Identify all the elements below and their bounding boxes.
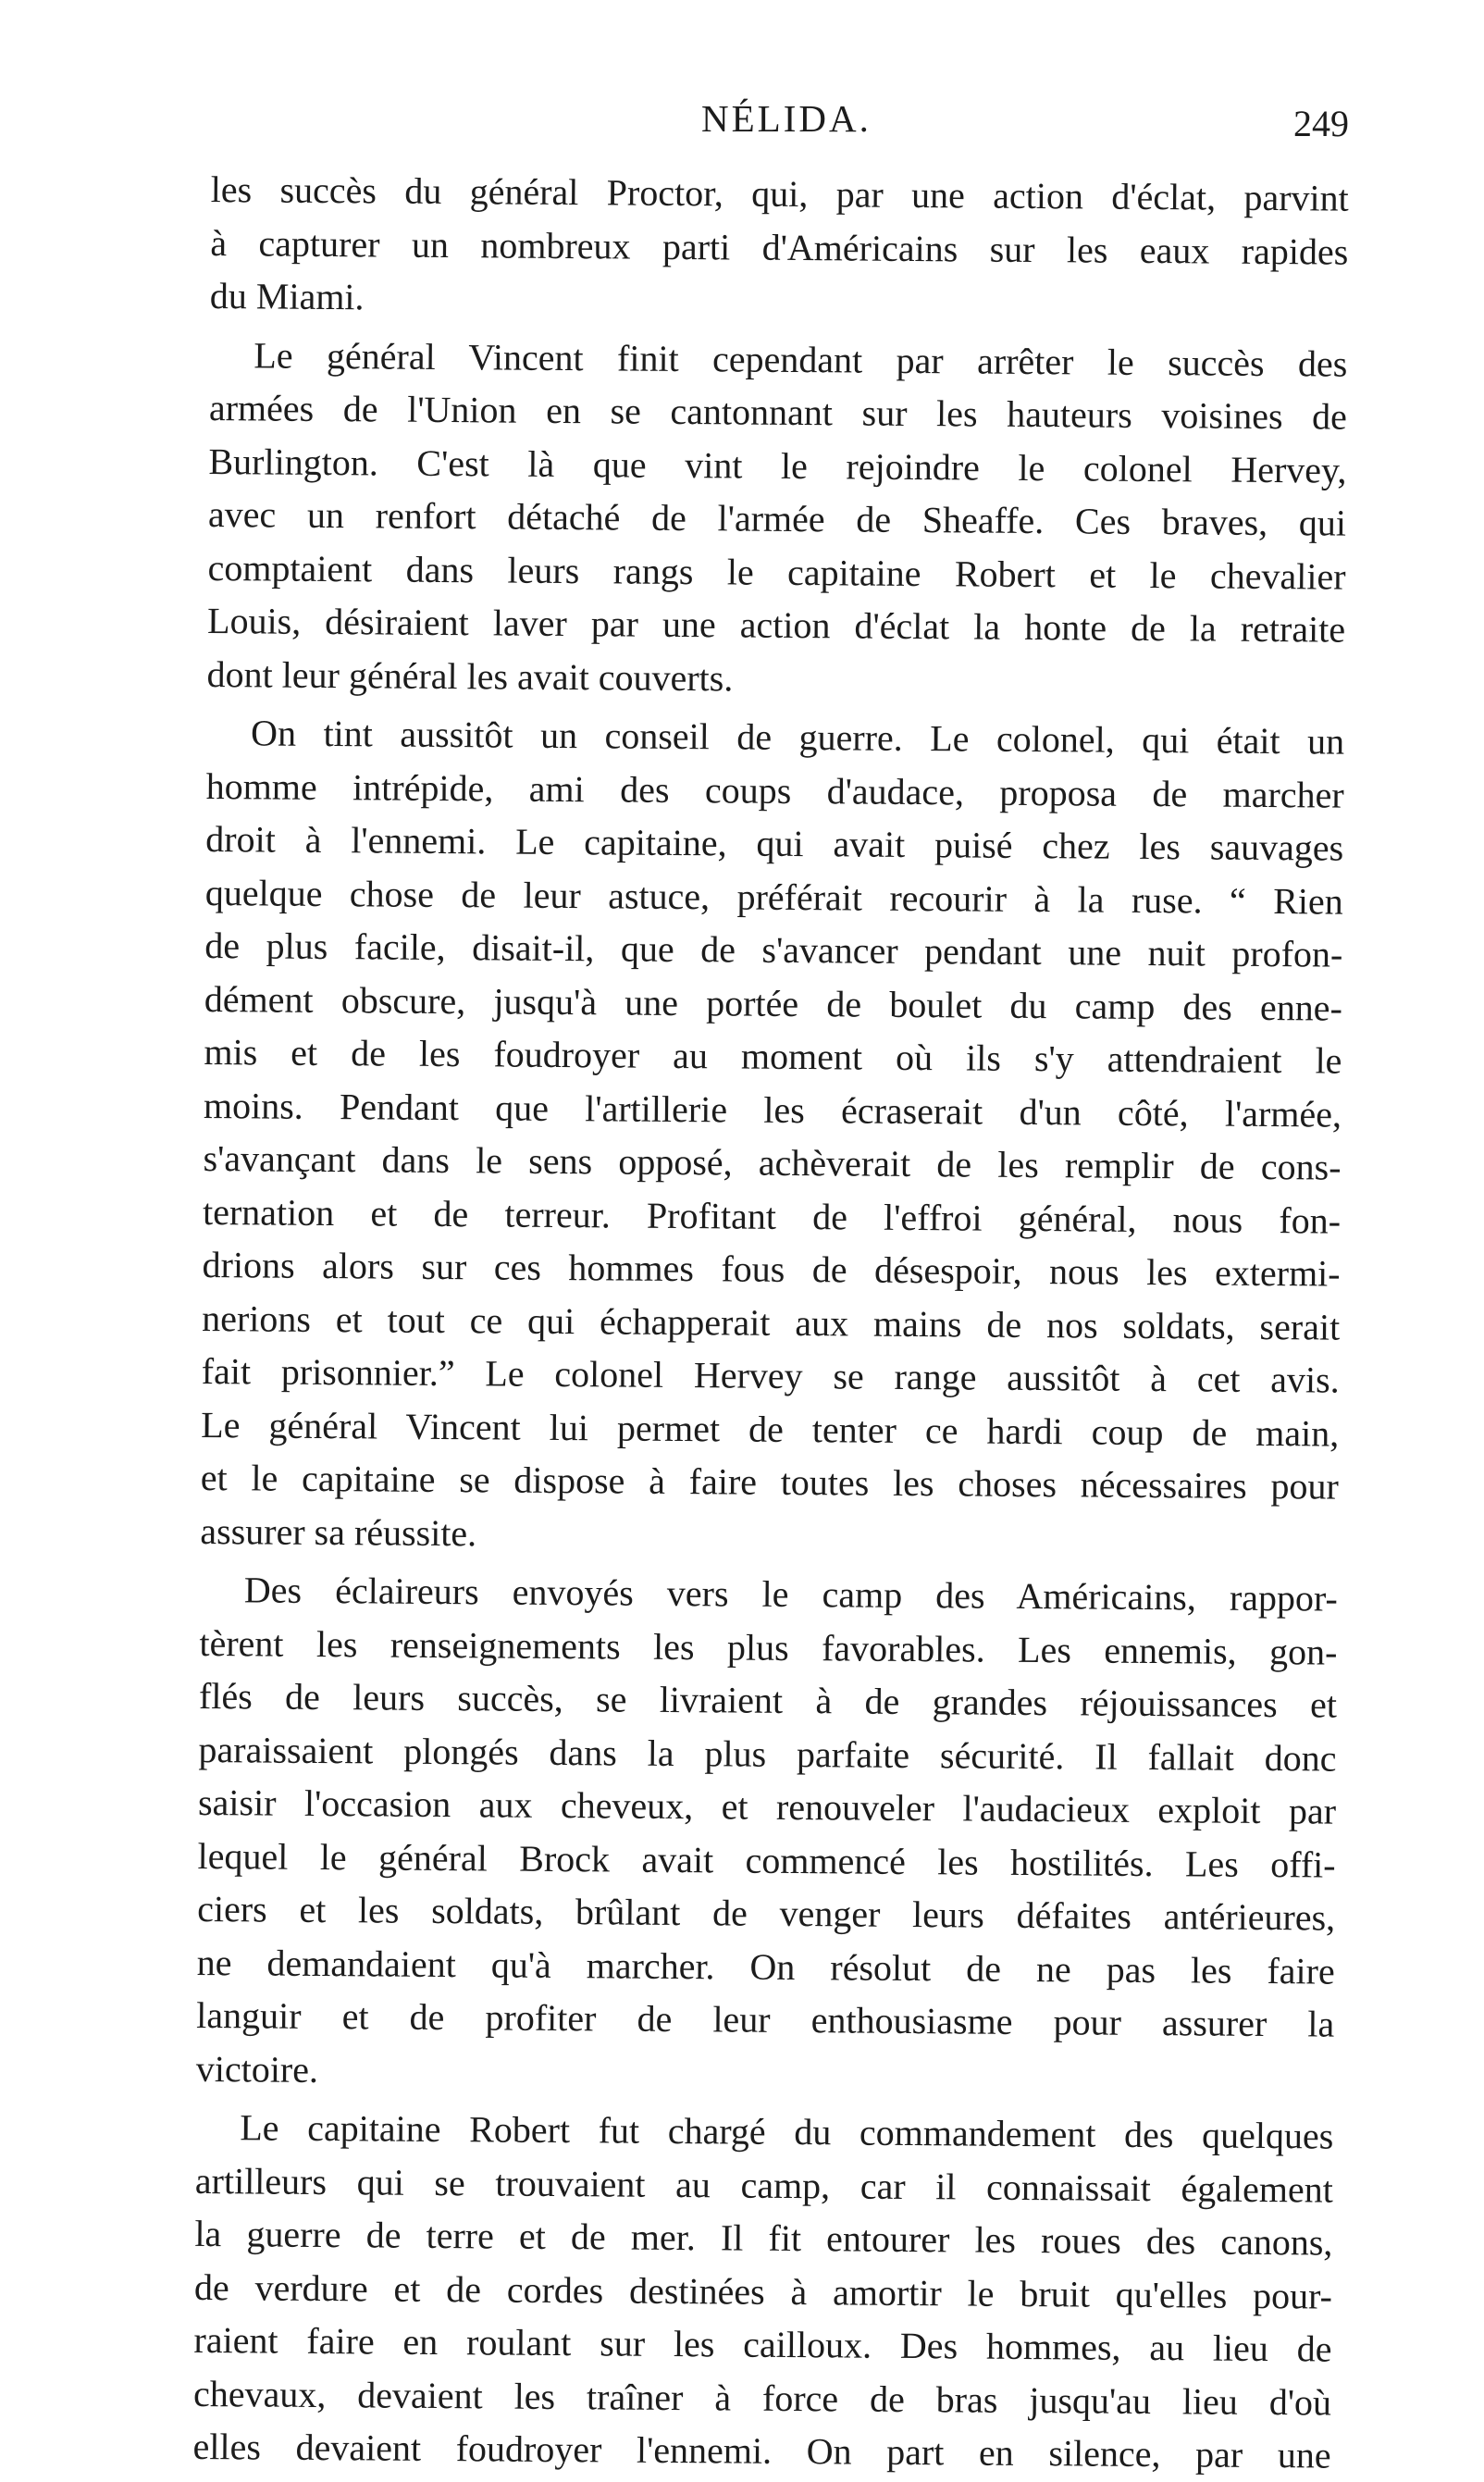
text-line: la guerre de terre et de mer. Il fit entourer les roues des canons,: [194, 2212, 1333, 2264]
text-line: Le général Vincent lui permet de tenter ce hardi coup de main,: [201, 1403, 1340, 1455]
text-line: fait prisonnier.” Le colonel Hervey se range aussitôt à cet avis.: [201, 1349, 1340, 1401]
running-title: NÉLIDA.: [701, 97, 872, 140]
page-number: 249: [1293, 103, 1349, 144]
body-text: [192, 163, 1349, 2482]
text-line: dément obscure, jusqu'à une portée de boulet du camp des enne-: [204, 977, 1343, 1029]
text-line: lequel le général Brock avait commencé les hostilités. Les offi-: [197, 1834, 1336, 1886]
text-line: nerions et tout ce qui échapperait aux mains de nos soldats, serait: [202, 1297, 1341, 1348]
text-line: Des éclaireurs envoyés vers le camp des Américains, rappor-: [243, 1569, 1339, 1620]
text-line: languir et de profiter de leur enthousiasme pour assurer la: [196, 1993, 1335, 2045]
paragraph: [192, 2101, 1333, 2482]
text-line: de verdure et de cordes destinées à amortir le bruit qu'elles pour-: [193, 2265, 1333, 2317]
text-line: mis et de les foudroyer au moment où ils s'y attendraient le: [204, 1030, 1342, 1082]
text-line: victoire.: [195, 2047, 319, 2091]
text-line: ternation et de terreur. Profitant de l'effroi général, nous fon-: [202, 1190, 1342, 1242]
text-line: s'avançant dans le sens opposé, achèverait de les remplir de cons-: [203, 1136, 1342, 1188]
text-line: Le général Vincent finit cependant par arrêter le succès des: [254, 333, 1348, 385]
text-line: artilleurs qui se trouvaient au camp, car il connaissait également: [194, 2159, 1334, 2211]
text-line: tèrent les renseignements les plus favorables. Les ennemis, gon-: [199, 1621, 1338, 1673]
text-line: drions alors sur ces hommes fous de désespoir, nous les extermi-: [202, 1243, 1341, 1295]
text-line: et le capitaine se dispose à faire toutes les choses nécessaires pour: [200, 1456, 1339, 1508]
paragraph: [210, 163, 1349, 331]
text-line: chevaux, devaient les traîner à force de bras jusqu'au lieu d'où: [192, 2372, 1332, 2424]
text-line: saisir l'occasion aux cheveux, et renouveler l'audacieux exploit par: [197, 1781, 1337, 1832]
text-line: assurer sa réussite.: [200, 1509, 477, 1554]
paragraph: [206, 328, 1347, 709]
text-line: Le capitaine Robert fut chargé du commandement des quelques: [240, 2106, 1334, 2157]
text-line: ne demandaient qu'à marcher. On résolut de ne pas les faire: [196, 1941, 1335, 1992]
text-line: les succès du général Proctor, qui, par une action d'éclat, parvint: [210, 168, 1349, 219]
text-line: On tint aussitôt un conseil de guerre. Le colonel, qui était un: [250, 712, 1345, 763]
text-line: flés de leurs succès, se livraient à de grandes réjouissances et: [198, 1674, 1338, 1726]
paragraph: [200, 706, 1344, 1567]
text-line: comptaient dans leurs rangs le capitaine Robert et le chevalier: [207, 546, 1346, 598]
text-line: Burlington. C'est là que vint le rejoindre le colonel Hervey,: [208, 440, 1347, 491]
paragraph: [196, 1563, 1338, 2104]
text-line: avec un renfort détaché de l'armée de Sheaffe. Ces braves, qui: [207, 492, 1347, 544]
text-line: elles devaient foudroyer l'ennemi. On part en silence, par une: [192, 2425, 1331, 2476]
text-line: paraissaient plongés dans la plus parfaite sécurité. Il fallait donc: [198, 1728, 1337, 1780]
text-line: homme intrépide, ami des coups d'audace, proposa de marcher: [205, 764, 1344, 816]
text-line: Louis, désiraient laver par une action d'éclat la honte de la retraite: [206, 599, 1346, 651]
text-line: ciers et les soldats, brûlant de venger leurs défaites antérieures,: [197, 1887, 1336, 1939]
text-line: du Miami.: [209, 274, 365, 318]
text-line: à capturer un nombreux parti d'Américains sur les eaux rapides: [210, 221, 1349, 273]
text-line: armées de l'Union en se cantonnant sur les hauteurs voisines de: [208, 386, 1348, 438]
text-line: moins. Pendant que l'artillerie les écraserait d'un côté, l'armée,: [203, 1084, 1342, 1136]
text-line: droit à l'ennemi. Le capitaine, qui avait puisé chez les sauvages: [205, 817, 1344, 869]
text-line: dont leur général les avait couverts.: [206, 652, 734, 699]
text-line: de plus facile, disait-il, que de s'avancer pendant une nuit profon-: [204, 924, 1343, 975]
page-header: [211, 96, 1349, 152]
text-line: raient faire en roulant sur les cailloux. Des hommes, au lieu de: [193, 2318, 1332, 2370]
text-line: quelque chose de leur astuce, préférait recourir à la ruse. “ Rien: [204, 871, 1343, 923]
